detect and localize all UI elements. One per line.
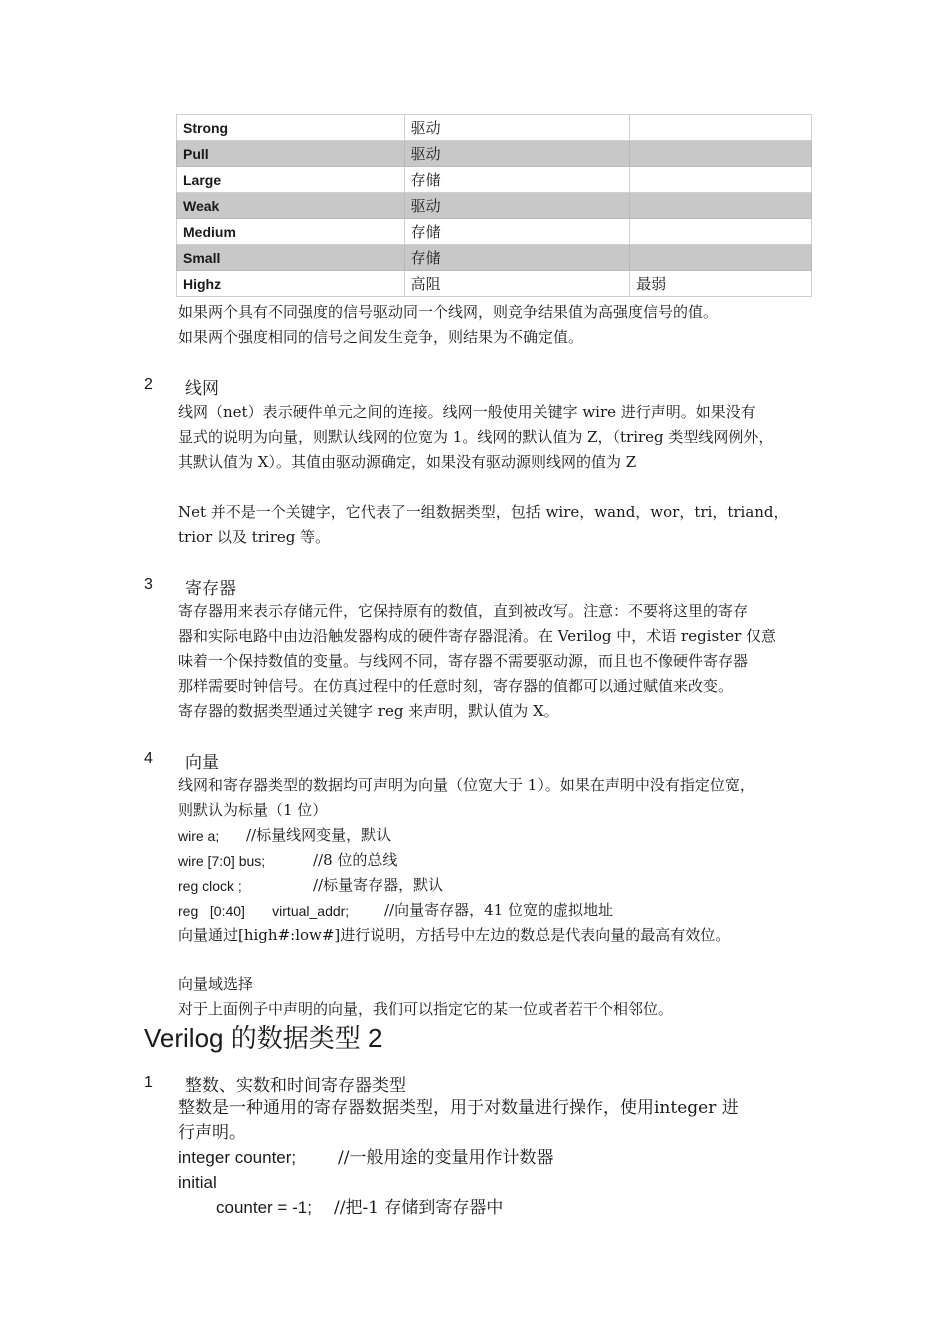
code-line: integer counter; bbox=[178, 1148, 297, 1167]
section-heading: 整数、实数和时间寄存器类型 bbox=[185, 1076, 406, 1096]
strength-table bbox=[176, 114, 812, 297]
paragraph-line: 显式的说明为向量，则默认线网的位宽为 1。线网的默认值为 Z，（trireg 类型线网例外， bbox=[178, 428, 774, 446]
paragraph-line: 对于上面例子中声明的向量，我们可以指定它的某一位或者若干个相邻位。 bbox=[178, 1000, 674, 1018]
section-heading: 寄存器 bbox=[185, 579, 236, 599]
strength-name-cell: Weak bbox=[177, 193, 405, 219]
strength-note-cell bbox=[630, 115, 812, 141]
paragraph-line: trior 以及 trireg 等。 bbox=[178, 528, 331, 546]
code-line: reg clock ; bbox=[178, 878, 242, 894]
code-line: wire a; bbox=[178, 828, 220, 844]
section-number: 4 bbox=[144, 750, 153, 767]
strength-type-cell: 存储 bbox=[404, 219, 630, 245]
table-row bbox=[177, 245, 812, 271]
code-comment: //一般用途的变量用作计数器 bbox=[338, 1148, 554, 1168]
paragraph-line: 整数是一种通用的寄存器数据类型，用于对数量进行操作，使用integer 进 bbox=[178, 1098, 739, 1118]
paragraph-line: 那样需要时钟信号。在仿真过程中的任意时刻，寄存器的值都可以通过赋值来改变。 bbox=[178, 677, 734, 695]
paragraph-line: 其默认值为 X）。其值由驱动源确定，如果没有驱动源则线网的值为 Z bbox=[178, 453, 637, 471]
strength-type-cell: 驱动 bbox=[404, 193, 630, 219]
code-line: initial bbox=[178, 1173, 217, 1192]
strength-note-cell bbox=[630, 193, 812, 219]
strength-name-cell: Strong bbox=[177, 115, 405, 141]
code-comment: //标量寄存器，默认 bbox=[313, 876, 444, 894]
paragraph-line: 线网和寄存器类型的数据均可声明为向量（位宽大于 1）。如果在声明中没有指定位宽， bbox=[178, 776, 755, 794]
section-number: 1 bbox=[144, 1074, 153, 1091]
table-row bbox=[177, 271, 812, 297]
code-comment: //8 位的总线 bbox=[313, 851, 398, 869]
subheading: 向量域选择 bbox=[178, 975, 254, 993]
paragraph-line: 则默认为标量（1 位） bbox=[178, 801, 328, 819]
strength-name-cell: Pull bbox=[177, 141, 405, 167]
strength-type-cell: 存储 bbox=[404, 245, 630, 271]
strength-note-1: 如果两个具有不同强度的信号驱动同一个线网，则竞争结果值为高强度信号的值。 bbox=[178, 303, 719, 321]
section-number: 3 bbox=[144, 576, 153, 593]
strength-type-cell: 驱动 bbox=[404, 141, 630, 167]
code-comment: //把-1 存储到寄存器中 bbox=[334, 1198, 504, 1218]
paragraph-line: 线网（net）表示硬件单元之间的连接。线网一般使用关键字 wire 进行声明。如果没有 bbox=[178, 403, 756, 421]
paragraph-line: 器和实际电路中由边沿触发器构成的硬件寄存器混淆。在 Verilog 中，术语 register 仅意 bbox=[178, 627, 777, 645]
section-number: 2 bbox=[144, 376, 153, 393]
strength-note-cell bbox=[630, 141, 812, 167]
code-line: reg [0:40] virtual_addr; bbox=[178, 903, 350, 919]
code-line: counter = -1; bbox=[216, 1198, 312, 1217]
code-line: wire [7:0] bus; bbox=[178, 853, 266, 869]
strength-type-cell: 驱动 bbox=[404, 115, 630, 141]
table-row bbox=[177, 167, 812, 193]
strength-note-cell bbox=[630, 219, 812, 245]
paragraph-line: 味着一个保持数值的变量。与线网不同，寄存器不需要驱动源，而且也不像硬件寄存器 bbox=[178, 652, 749, 670]
paragraph-line: 向量通过[high#:low#]进行说明，方括号中左边的数总是代表向量的最高有效位。 bbox=[178, 926, 731, 944]
paragraph-line: 行声明。 bbox=[178, 1123, 246, 1143]
strength-note-cell bbox=[630, 167, 812, 193]
paragraph-line: 寄存器用来表示存储元件，它保持原有的数值，直到被改写。注意：不要将这里的寄存 bbox=[178, 602, 749, 620]
strength-name-cell: Highz bbox=[177, 271, 405, 297]
strength-name-cell: Medium bbox=[177, 219, 405, 245]
strength-type-cell: 高阻 bbox=[404, 271, 630, 297]
code-comment: //标量线网变量，默认 bbox=[246, 826, 392, 844]
chapter-title: Verilog 的数据类型 2 bbox=[144, 1023, 383, 1053]
strength-name-cell: Large bbox=[177, 167, 405, 193]
strength-type-cell: 存储 bbox=[404, 167, 630, 193]
table-row bbox=[177, 193, 812, 219]
strength-note-cell bbox=[630, 245, 812, 271]
table-row bbox=[177, 141, 812, 167]
strength-note-cell: 最弱 bbox=[630, 271, 812, 297]
section-heading: 线网 bbox=[185, 379, 219, 399]
strength-note-2: 如果两个强度相同的信号之间发生竞争，则结果为不确定值。 bbox=[178, 328, 584, 346]
strength-name-cell: Small bbox=[177, 245, 405, 271]
paragraph-line: Net 并不是一个关键字，它代表了一组数据类型，包括 wire，wand，wor，tri，triand， bbox=[178, 503, 789, 521]
table-row bbox=[177, 115, 812, 141]
code-comment: //向量寄存器，41 位宽的虚拟地址 bbox=[384, 901, 613, 919]
section-heading: 向量 bbox=[185, 753, 219, 773]
table-row bbox=[177, 219, 812, 245]
paragraph-line: 寄存器的数据类型通过关键字 reg 来声明，默认值为 X。 bbox=[178, 702, 559, 720]
